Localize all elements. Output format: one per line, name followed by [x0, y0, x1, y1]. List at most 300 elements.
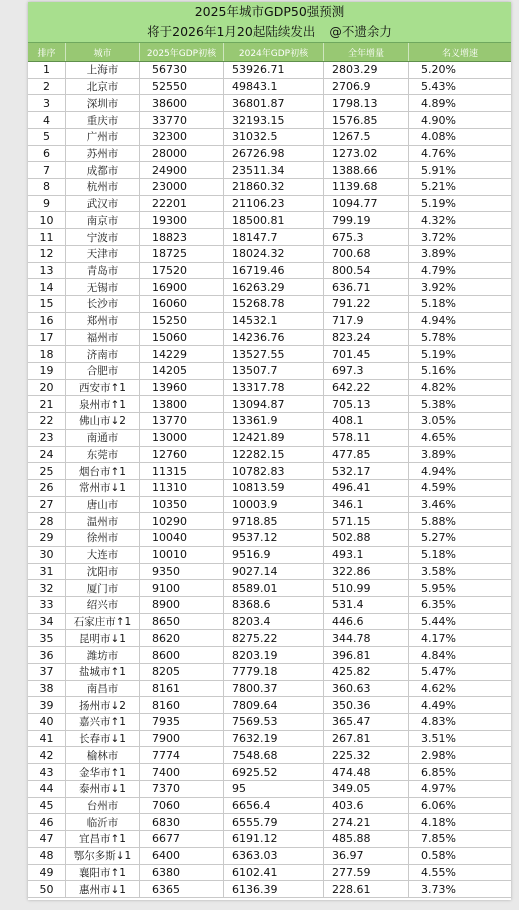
- city-cell: 绍兴市: [66, 597, 140, 613]
- rank-cell: 45: [28, 798, 66, 814]
- city-cell: 南昌市: [66, 681, 140, 697]
- city-cell: 惠州市↓1: [66, 881, 140, 897]
- annual-increase-cell: 571.15: [324, 513, 409, 529]
- table-row: [28, 630, 511, 647]
- annual-increase-cell: 446.6: [324, 614, 409, 630]
- rank-cell: 25: [28, 463, 66, 479]
- page-title: 2025年城市GDP50强预测: [28, 2, 511, 22]
- rank-cell: 19: [28, 363, 66, 379]
- rank-cell: 6: [28, 146, 66, 162]
- gdp-2025-cell: 13800: [140, 396, 224, 412]
- annual-increase-cell: 531.4: [324, 597, 409, 613]
- table-row: [28, 179, 511, 196]
- rank-cell: 42: [28, 747, 66, 763]
- rank-cell: 47: [28, 831, 66, 847]
- table-row: [28, 346, 511, 363]
- city-cell: 扬州市↓2: [66, 697, 140, 713]
- table-row: [28, 313, 511, 330]
- gdp-2024-cell: 49843.1: [224, 79, 324, 95]
- nominal-growth-cell: 4.32%: [421, 213, 456, 227]
- annual-increase-cell: 705.13: [324, 396, 409, 412]
- gdp-2025-cell: 6677: [140, 831, 224, 847]
- gdp-2024-cell: 7800.37: [224, 681, 324, 697]
- gdp-2025-cell: 52550: [140, 79, 224, 95]
- table-row: [28, 497, 511, 514]
- nominal-growth-cell: 4.82%: [421, 381, 456, 395]
- gdp-2024-cell: 18500.81: [224, 212, 324, 228]
- table-row: [28, 162, 511, 179]
- table-row: [28, 363, 511, 380]
- annual-increase-cell: 350.36: [324, 697, 409, 713]
- table-row: [28, 212, 511, 229]
- annual-increase-cell: 697.3: [324, 363, 409, 379]
- city-cell: 嘉兴市↑1: [66, 714, 140, 730]
- nominal-growth-cell: 4.08%: [421, 130, 456, 144]
- gdp-2025-cell: 7935: [140, 714, 224, 730]
- rank-cell: 36: [28, 647, 66, 663]
- city-cell: 襄阳市↑1: [66, 865, 140, 881]
- rank-cell: 29: [28, 530, 66, 546]
- table-body: [28, 62, 511, 898]
- city-cell: 金华市↑1: [66, 764, 140, 780]
- city-cell: 福州市: [66, 330, 140, 346]
- table-row: [28, 263, 511, 280]
- city-cell: 泉州市↑1: [66, 396, 140, 412]
- nominal-growth-cell: 3.46%: [421, 498, 456, 512]
- nominal-growth-cell: 4.97%: [421, 782, 456, 796]
- annual-increase-cell: 277.59: [324, 865, 409, 881]
- table-row: [28, 330, 511, 347]
- nominal-growth-cell: 3.92%: [421, 280, 456, 294]
- city-cell: 苏州市: [66, 146, 140, 162]
- rank-cell: 32: [28, 580, 66, 596]
- nominal-growth-cell: 3.72%: [421, 230, 456, 244]
- table-row: [28, 614, 511, 631]
- gdp-2024-cell: 9027.14: [224, 564, 324, 580]
- gdp-2025-cell: 9100: [140, 580, 224, 596]
- gdp-2024-cell: 7548.68: [224, 747, 324, 763]
- annual-increase-cell: 1388.66: [324, 162, 409, 178]
- gdp-2025-cell: 8650: [140, 614, 224, 630]
- gdp-2024-cell: 21106.23: [224, 196, 324, 212]
- gdp-2025-cell: 6830: [140, 814, 224, 830]
- table-row: [28, 513, 511, 530]
- nominal-growth-cell: 4.65%: [421, 431, 456, 445]
- gdp-2024-cell: 8203.19: [224, 647, 324, 663]
- table-row: [28, 881, 511, 898]
- gdp-2024-cell: 13094.87: [224, 396, 324, 412]
- city-cell: 厦门市: [66, 580, 140, 596]
- gdp-2025-cell: 10010: [140, 547, 224, 563]
- annual-increase-cell: 360.63: [324, 681, 409, 697]
- table-row: [28, 731, 511, 748]
- table-row: [28, 196, 511, 213]
- annual-increase-cell: 700.68: [324, 246, 409, 262]
- gdp-2024-cell: 16263.29: [224, 279, 324, 295]
- gdp-2025-cell: 19300: [140, 212, 224, 228]
- nominal-growth-cell: 3.58%: [421, 564, 456, 578]
- gdp-2024-cell: 7779.18: [224, 664, 324, 680]
- rank-cell: 3: [28, 95, 66, 111]
- rank-cell: 12: [28, 246, 66, 262]
- nominal-growth-cell: 6.85%: [421, 765, 456, 779]
- nominal-growth-cell: 4.18%: [421, 815, 456, 829]
- nominal-growth-cell: 5.78%: [421, 330, 456, 344]
- table-row: [28, 647, 511, 664]
- annual-increase-cell: 701.45: [324, 346, 409, 362]
- nominal-growth-cell: 5.19%: [421, 197, 456, 211]
- table-row: [28, 814, 511, 831]
- table-row: [28, 129, 511, 146]
- nominal-growth-cell: 4.76%: [421, 146, 456, 160]
- nominal-growth-cell: 5.43%: [421, 80, 456, 94]
- gdp-2025-cell: 33770: [140, 112, 224, 128]
- city-cell: 成都市: [66, 162, 140, 178]
- rank-cell: 43: [28, 764, 66, 780]
- annual-increase-cell: 1139.68: [324, 179, 409, 195]
- gdp-2024-cell: 8368.6: [224, 597, 324, 613]
- annual-increase-cell: 532.17: [324, 463, 409, 479]
- annual-increase-cell: 225.32: [324, 747, 409, 763]
- annual-increase-cell: 823.24: [324, 330, 409, 346]
- city-cell: 杭州市: [66, 179, 140, 195]
- header-gdp-2024: 2024年GDP初核: [224, 43, 324, 61]
- gdp-2024-cell: 13361.9: [224, 413, 324, 429]
- table-row: [28, 396, 511, 413]
- city-cell: 榆林市: [66, 747, 140, 763]
- gdp-2025-cell: 6365: [140, 881, 224, 897]
- city-cell: 北京市: [66, 79, 140, 95]
- gdp-2024-cell: 13527.55: [224, 346, 324, 362]
- author-handle: @不遗余力: [329, 24, 392, 39]
- nominal-growth-cell: 4.62%: [421, 681, 456, 695]
- city-cell: 青岛市: [66, 263, 140, 279]
- gdp-2024-cell: 9718.85: [224, 513, 324, 529]
- table-row: [28, 279, 511, 296]
- city-cell: 石家庄市↑1: [66, 614, 140, 630]
- rank-cell: 31: [28, 564, 66, 580]
- gdp-2025-cell: 10040: [140, 530, 224, 546]
- annual-increase-cell: 510.99: [324, 580, 409, 596]
- rank-cell: 1: [28, 62, 66, 78]
- rank-cell: 28: [28, 513, 66, 529]
- rank-cell: 13: [28, 263, 66, 279]
- rank-cell: 26: [28, 480, 66, 496]
- gdp-2024-cell: 26726.98: [224, 146, 324, 162]
- city-cell: 温州市: [66, 513, 140, 529]
- annual-increase-cell: 403.6: [324, 798, 409, 814]
- city-cell: 宜昌市↑1: [66, 831, 140, 847]
- gdp-2025-cell: 8161: [140, 681, 224, 697]
- table-row: [28, 747, 511, 764]
- gdp-2024-cell: 32193.15: [224, 112, 324, 128]
- annual-increase-cell: 496.41: [324, 480, 409, 496]
- nominal-growth-cell: 4.94%: [421, 464, 456, 478]
- nominal-growth-cell: 4.17%: [421, 631, 456, 645]
- city-cell: 济南市: [66, 346, 140, 362]
- rank-cell: 38: [28, 681, 66, 697]
- annual-increase-cell: 474.48: [324, 764, 409, 780]
- annual-increase-cell: 2803.29: [324, 62, 409, 78]
- gdp-2024-cell: 95: [224, 781, 324, 797]
- nominal-growth-cell: 5.20%: [421, 63, 456, 77]
- gdp-2024-cell: 6555.79: [224, 814, 324, 830]
- table-row: [28, 246, 511, 263]
- table-row: [28, 597, 511, 614]
- rank-cell: 30: [28, 547, 66, 563]
- city-cell: 上海市: [66, 62, 140, 78]
- city-cell: 沈阳市: [66, 564, 140, 580]
- rank-cell: 17: [28, 330, 66, 346]
- table-row: [28, 865, 511, 882]
- rank-cell: 35: [28, 630, 66, 646]
- nominal-growth-cell: 5.18%: [421, 548, 456, 562]
- table-row: [28, 463, 511, 480]
- city-cell: 大连市: [66, 547, 140, 563]
- city-cell: 武汉市: [66, 196, 140, 212]
- annual-increase-cell: 228.61: [324, 881, 409, 897]
- annual-increase-cell: 2706.9: [324, 79, 409, 95]
- table-row: [28, 112, 511, 129]
- gdp-2024-cell: 7569.53: [224, 714, 324, 730]
- rank-cell: 40: [28, 714, 66, 730]
- nominal-growth-cell: 4.90%: [421, 113, 456, 127]
- city-cell: 合肥市: [66, 363, 140, 379]
- city-cell: 泰州市↓1: [66, 781, 140, 797]
- gdp-2024-cell: 53926.71: [224, 62, 324, 78]
- gdp-2025-cell: 6400: [140, 848, 224, 864]
- page-subtitle: [28, 22, 511, 43]
- gdp-2024-cell: 12421.89: [224, 430, 324, 446]
- annual-increase-cell: 485.88: [324, 831, 409, 847]
- annual-increase-cell: 1267.5: [324, 129, 409, 145]
- rank-cell: 9: [28, 196, 66, 212]
- gdp-2024-cell: 6191.12: [224, 831, 324, 847]
- annual-increase-cell: 274.21: [324, 814, 409, 830]
- nominal-growth-cell: 5.95%: [421, 581, 456, 595]
- rank-cell: 48: [28, 848, 66, 864]
- gdp-2025-cell: 13960: [140, 380, 224, 396]
- nominal-growth-cell: 4.79%: [421, 263, 456, 277]
- nominal-growth-cell: 3.73%: [421, 882, 456, 896]
- gdp-2024-cell: 6925.52: [224, 764, 324, 780]
- rank-cell: 46: [28, 814, 66, 830]
- annual-increase-cell: 1798.13: [324, 95, 409, 111]
- nominal-growth-cell: 7.85%: [421, 832, 456, 846]
- nominal-growth-cell: 6.06%: [421, 798, 456, 812]
- table-row: [28, 664, 511, 681]
- rank-cell: 18: [28, 346, 66, 362]
- gdp-2025-cell: 32300: [140, 129, 224, 145]
- table-row: [28, 229, 511, 246]
- gdp-2024-cell: 31032.5: [224, 129, 324, 145]
- rank-cell: 50: [28, 881, 66, 897]
- table-row: [28, 798, 511, 815]
- gdp-2025-cell: 8205: [140, 664, 224, 680]
- gdp-2025-cell: 28000: [140, 146, 224, 162]
- gdp-2025-cell: 22201: [140, 196, 224, 212]
- rank-cell: 7: [28, 162, 66, 178]
- nominal-growth-cell: 6.35%: [421, 598, 456, 612]
- table-row: [28, 447, 511, 464]
- nominal-growth-cell: 4.94%: [421, 314, 456, 328]
- annual-increase-cell: 425.82: [324, 664, 409, 680]
- city-cell: 西安市↑1: [66, 380, 140, 396]
- table-row: [28, 564, 511, 581]
- gdp-2024-cell: 36801.87: [224, 95, 324, 111]
- header-nominal-growth: 名义增速: [441, 48, 478, 59]
- city-cell: 无锡市: [66, 279, 140, 295]
- gdp-2025-cell: 7370: [140, 781, 224, 797]
- rank-cell: 20: [28, 380, 66, 396]
- rank-cell: 14: [28, 279, 66, 295]
- gdp-2025-cell: 8600: [140, 647, 224, 663]
- rank-cell: 44: [28, 781, 66, 797]
- gdp-2024-cell: 13317.78: [224, 380, 324, 396]
- nominal-growth-cell: 5.27%: [421, 531, 456, 545]
- rank-cell: 49: [28, 865, 66, 881]
- annual-increase-cell: 493.1: [324, 547, 409, 563]
- gdp-2024-cell: 6656.4: [224, 798, 324, 814]
- nominal-growth-cell: 5.38%: [421, 397, 456, 411]
- table-row: [28, 95, 511, 112]
- city-cell: 南通市: [66, 430, 140, 446]
- nominal-growth-cell: 4.89%: [421, 96, 456, 110]
- nominal-growth-cell: 2.98%: [421, 748, 456, 762]
- gdp-2025-cell: 23000: [140, 179, 224, 195]
- rank-cell: 15: [28, 296, 66, 312]
- gdp-2025-cell: 16060: [140, 296, 224, 312]
- rank-cell: 22: [28, 413, 66, 429]
- city-cell: 烟台市↑1: [66, 463, 140, 479]
- nominal-growth-cell: 5.47%: [421, 665, 456, 679]
- gdp-2025-cell: 9350: [140, 564, 224, 580]
- city-cell: 昆明市↓1: [66, 630, 140, 646]
- city-cell: 唐山市: [66, 497, 140, 513]
- rank-cell: 37: [28, 664, 66, 680]
- annual-increase-cell: 349.05: [324, 781, 409, 797]
- rank-cell: 8: [28, 179, 66, 195]
- gdp-2024-cell: 9537.12: [224, 530, 324, 546]
- annual-increase-cell: 344.78: [324, 630, 409, 646]
- rank-cell: 10: [28, 212, 66, 228]
- gdp-2025-cell: 24900: [140, 162, 224, 178]
- gdp-2025-cell: 7400: [140, 764, 224, 780]
- table-row: [28, 380, 511, 397]
- table-row: [28, 530, 511, 547]
- gdp-2024-cell: 18024.32: [224, 246, 324, 262]
- rank-cell: 33: [28, 597, 66, 613]
- annual-increase-cell: 675.3: [324, 229, 409, 245]
- gdp-2025-cell: 18725: [140, 246, 224, 262]
- rank-cell: 5: [28, 129, 66, 145]
- annual-increase-cell: 799.19: [324, 212, 409, 228]
- gdp-2024-cell: 9516.9: [224, 547, 324, 563]
- table-row: [28, 62, 511, 79]
- subtitle-text: 将于2026年1月20起陆续发出: [147, 24, 316, 39]
- gdp-2025-cell: 7060: [140, 798, 224, 814]
- annual-increase-cell: 642.22: [324, 380, 409, 396]
- gdp-2024-cell: 10782.83: [224, 463, 324, 479]
- table-row: [28, 848, 511, 865]
- city-cell: 宁波市: [66, 229, 140, 245]
- annual-increase-cell: 396.81: [324, 647, 409, 663]
- header-annual-increase: 全年增量: [324, 43, 409, 61]
- gdp-2025-cell: 10350: [140, 497, 224, 513]
- table-row: [28, 580, 511, 597]
- rank-cell: 23: [28, 430, 66, 446]
- table-row: [28, 697, 511, 714]
- table-row: [28, 146, 511, 163]
- gdp-2024-cell: 15268.78: [224, 296, 324, 312]
- nominal-growth-cell: 4.83%: [421, 715, 456, 729]
- gdp-2025-cell: 16900: [140, 279, 224, 295]
- gdp-2025-cell: 6380: [140, 865, 224, 881]
- city-cell: 南京市: [66, 212, 140, 228]
- rank-cell: 4: [28, 112, 66, 128]
- gdp-2025-cell: 17520: [140, 263, 224, 279]
- gdp-2024-cell: 23511.34: [224, 162, 324, 178]
- nominal-growth-cell: 5.21%: [421, 180, 456, 194]
- annual-increase-cell: 1094.77: [324, 196, 409, 212]
- gdp-2024-cell: 21860.32: [224, 179, 324, 195]
- header-rank: 排序: [28, 43, 66, 61]
- annual-increase-cell: 502.88: [324, 530, 409, 546]
- nominal-growth-cell: 3.89%: [421, 247, 456, 261]
- city-cell: 东莞市: [66, 447, 140, 463]
- annual-increase-cell: 365.47: [324, 714, 409, 730]
- gdp-2025-cell: 8900: [140, 597, 224, 613]
- gdp-2024-cell: 13507.7: [224, 363, 324, 379]
- gdp-2024-cell: 12282.15: [224, 447, 324, 463]
- gdp-2025-cell: 15060: [140, 330, 224, 346]
- table-row: [28, 79, 511, 96]
- gdp-2025-cell: 11310: [140, 480, 224, 496]
- rank-cell: 27: [28, 497, 66, 513]
- annual-increase-cell: 322.86: [324, 564, 409, 580]
- table-header: [28, 43, 511, 62]
- table-row: [28, 681, 511, 698]
- city-cell: 重庆市: [66, 112, 140, 128]
- nominal-growth-cell: 4.55%: [421, 865, 456, 879]
- city-cell: 潍坊市: [66, 647, 140, 663]
- table-row: [28, 430, 511, 447]
- annual-increase-cell: 800.54: [324, 263, 409, 279]
- gdp-2024-cell: 7809.64: [224, 697, 324, 713]
- table-row: [28, 480, 511, 497]
- annual-increase-cell: 791.22: [324, 296, 409, 312]
- annual-increase-cell: 36.97: [324, 848, 409, 864]
- table-row: [28, 547, 511, 564]
- city-cell: 长春市↓1: [66, 731, 140, 747]
- gdp-2025-cell: 38600: [140, 95, 224, 111]
- city-cell: 长沙市: [66, 296, 140, 312]
- header-gdp-2025: 2025年GDP初核: [140, 43, 224, 61]
- nominal-growth-cell: 5.88%: [421, 514, 456, 528]
- rank-cell: 24: [28, 447, 66, 463]
- rank-cell: 21: [28, 396, 66, 412]
- annual-increase-cell: 477.85: [324, 447, 409, 463]
- city-cell: 盐城市↑1: [66, 664, 140, 680]
- city-cell: 佛山市↓2: [66, 413, 140, 429]
- city-cell: 郑州市: [66, 313, 140, 329]
- gdp-2024-cell: 8589.01: [224, 580, 324, 596]
- annual-increase-cell: 408.1: [324, 413, 409, 429]
- city-cell: 常州市↓1: [66, 480, 140, 496]
- gdp-2025-cell: 14229: [140, 346, 224, 362]
- annual-increase-cell: 346.1: [324, 497, 409, 513]
- header-city: 城市: [66, 43, 140, 61]
